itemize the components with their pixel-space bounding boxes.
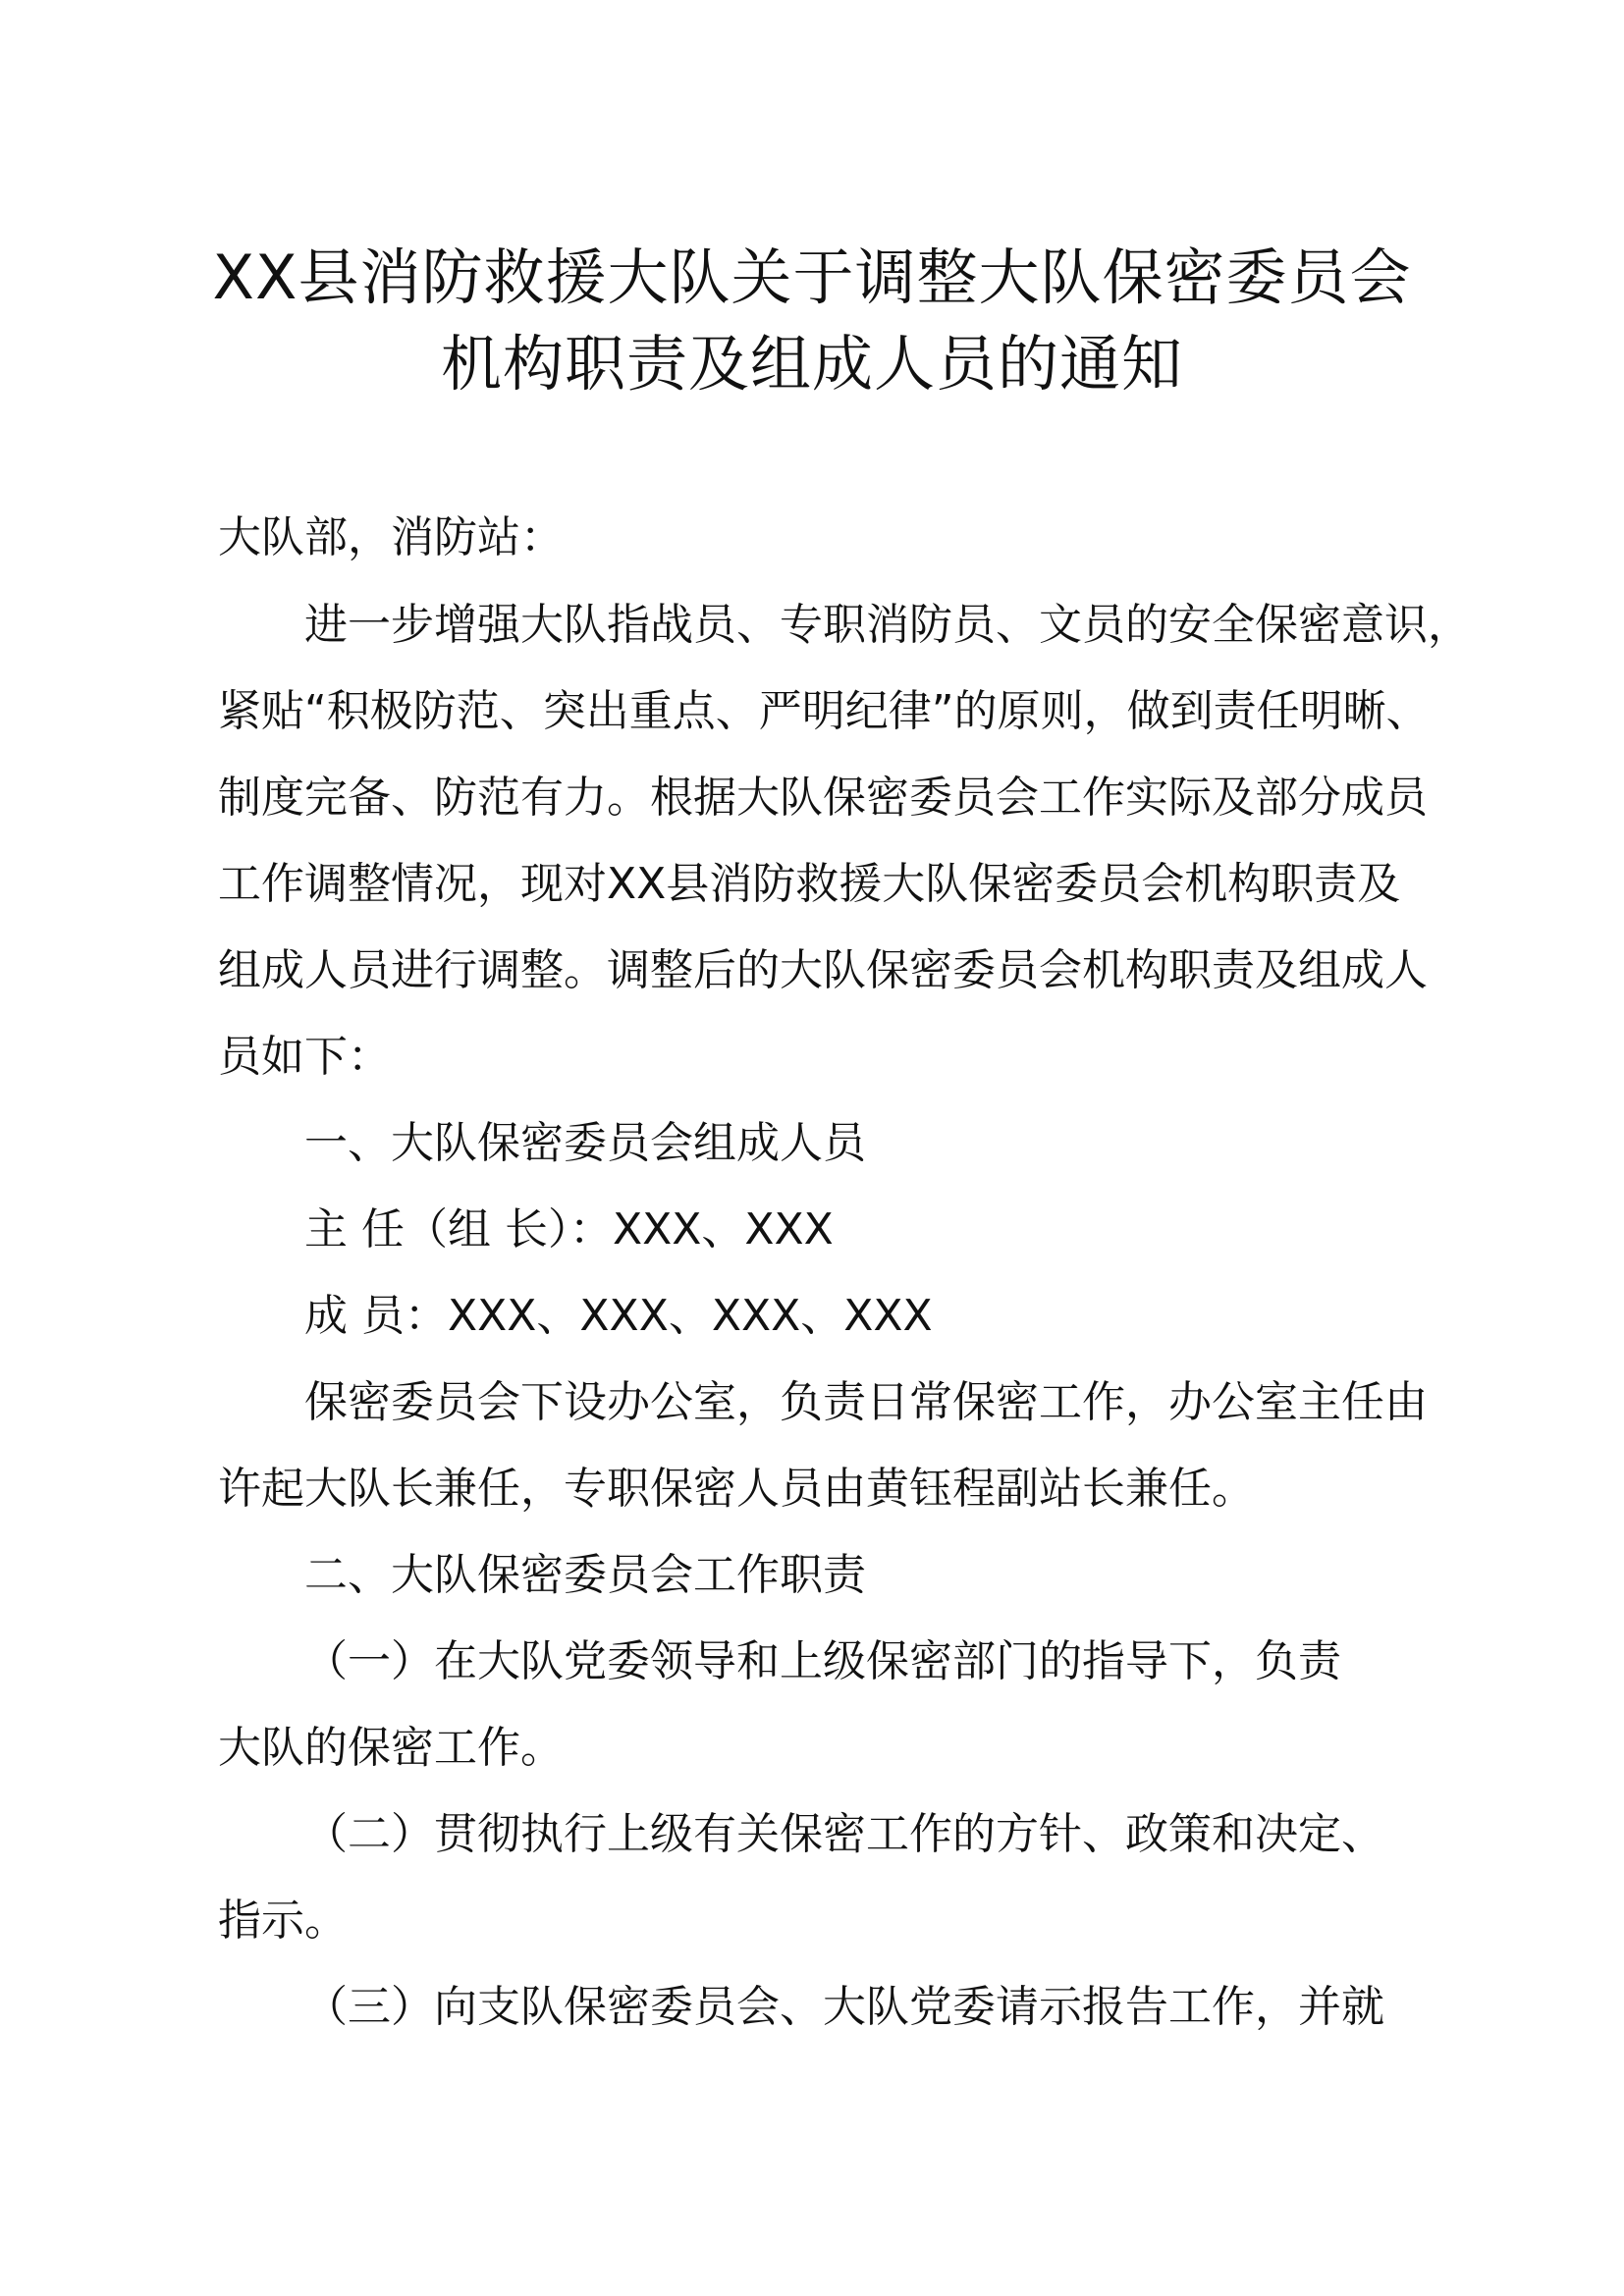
body-line: 许起大队长兼任，专职保密人员由黄钰程副站长兼任。 xyxy=(218,1464,1255,1514)
body-line: 保密委员会下设办公室，负责日常保密工作，办公室主任由 xyxy=(304,1377,1428,1427)
document-title-line-1: XX县消防救援大队关于调整大队保密委员会 xyxy=(212,241,1412,313)
document-title-line-2: 机构职责及组成人员的通知 xyxy=(440,328,1183,400)
body-line: 员如下： xyxy=(218,1032,391,1082)
duty-item: （三）向支队保密委员会、大队党委请示报告工作，并就 xyxy=(304,1982,1384,2032)
member-list: 成 员：XXX、XXX、XXX、XXX xyxy=(304,1291,933,1341)
body-line: 进一步增强大队指战员、专职消防员、文员的安全保密意识， xyxy=(304,600,1471,650)
body-line: 工作调整情况，现对XX县消防救援大队保密委员会机构职责及 xyxy=(218,859,1401,909)
body-line: 紧贴“积极防范、突出重点、严明纪律”的原则，做到责任明晰、 xyxy=(218,686,1430,736)
member-director: 主 任（组 长）：XXX、XXX xyxy=(304,1204,834,1255)
section-heading: 一、大队保密委员会组成人员 xyxy=(304,1118,866,1168)
duty-item: （一）在大队党委领导和上级保密部门的指导下，负责 xyxy=(304,1636,1341,1686)
duty-item: （二）贯彻执行上级有关保密工作的方针、政策和决定、 xyxy=(304,1809,1384,1859)
section-heading: 二、大队保密委员会工作职责 xyxy=(304,1550,866,1600)
body-line: 组成人员进行调整。调整后的大队保密委员会机构职责及组成人 xyxy=(218,945,1428,995)
duty-item-continued: 指示。 xyxy=(218,1896,348,1946)
duty-item-continued: 大队的保密工作。 xyxy=(218,1723,564,1773)
salutation: 大队部，消防站： xyxy=(218,512,564,562)
body-line: 制度完备、防范有力。根据大队保密委员会工作实际及部分成员 xyxy=(218,773,1428,823)
